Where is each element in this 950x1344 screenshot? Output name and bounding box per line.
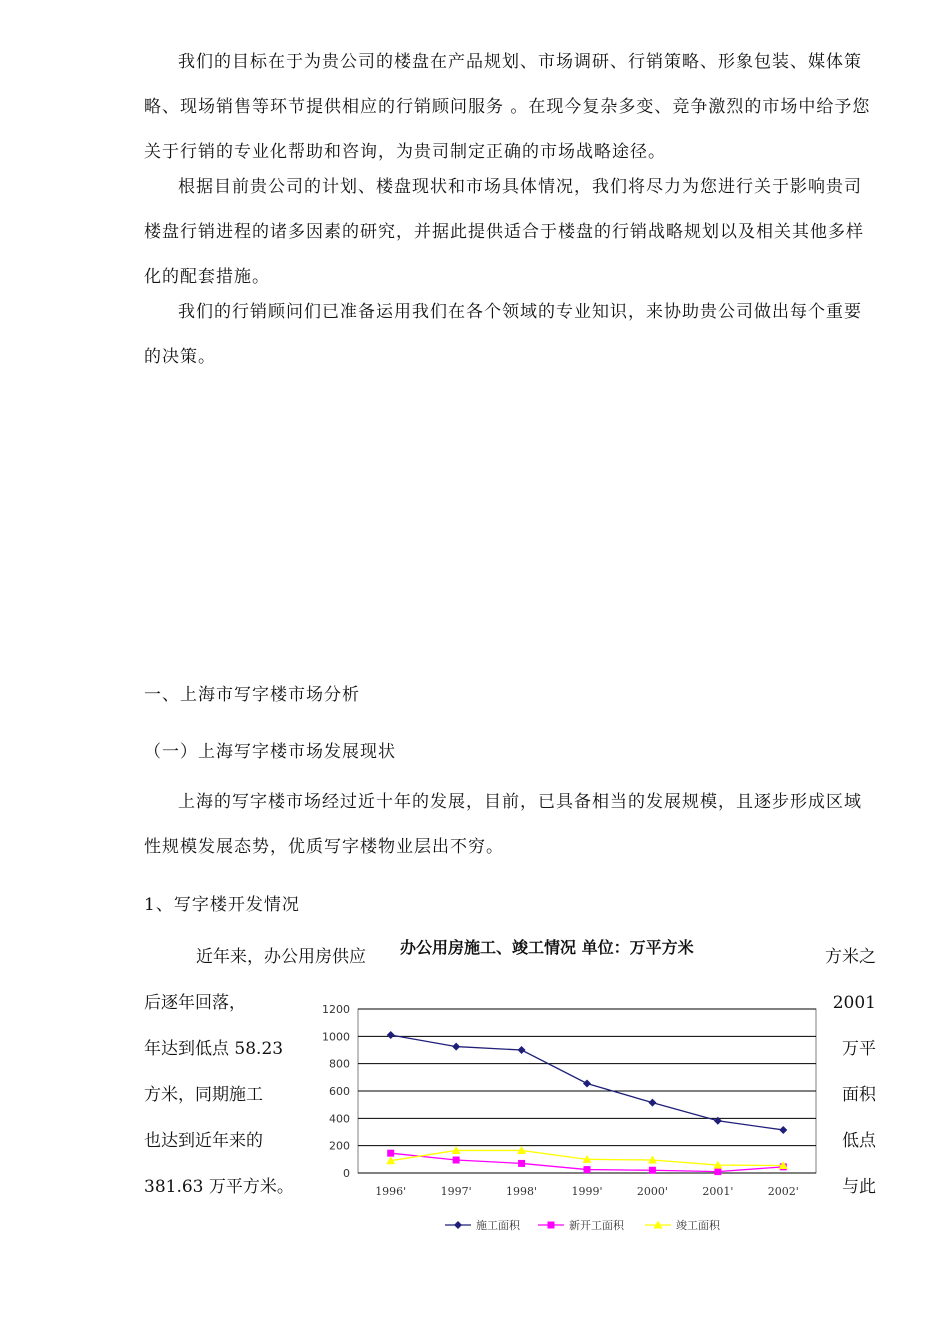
item-heading: 1、写字楼开发情况 (144, 895, 300, 915)
section-body: 上海的写字楼市场经过近十年的发展，目前，已具备相当的发展规模，且逐步形成区域性规模发展态势，优质写字楼物业层出不穷。 (144, 792, 862, 857)
intro-paragraph-3: 我们的行销顾问们已准备运用我们在各个领域的专业知识，来协助贵公司做出每个重要的决策。 (144, 302, 862, 367)
data-point (648, 1099, 656, 1107)
y-tick-label: 400 (329, 1112, 350, 1126)
data-point (453, 1157, 460, 1164)
data-point (387, 1150, 394, 1157)
section-heading: 一、上海市写字楼市场分析 (144, 685, 360, 705)
x-tick-label: 1999' (571, 1185, 603, 1198)
legend-label: 施工面积 (476, 1219, 520, 1232)
x-tick-label: 2001' (702, 1185, 734, 1198)
section-subheading: （一）上海写字楼市场发展现状 (144, 742, 396, 762)
x-tick-label: 1997' (440, 1185, 472, 1198)
data-point (779, 1126, 787, 1134)
x-tick-label: 1998' (506, 1185, 538, 1198)
wrap-right-line: 面积 (842, 1085, 876, 1105)
wrap-left-line: 381.63 万平方米。 (144, 1177, 294, 1197)
data-point (583, 1079, 591, 1087)
y-tick-label: 0 (343, 1167, 350, 1180)
intro-paragraph-2: 根据目前贵公司的计划、楼盘现状和市场具体情况，我们将尽力为您进行关于影响贵司楼盘行销进程的诸多因素的研究，并据此提供适合于楼盘的行销战略规划以及相关其他多样化的配套措施。 (144, 177, 864, 287)
wrap-left-line: 年达到低点 58.23 (144, 1039, 284, 1059)
y-tick-label: 1200 (322, 1003, 350, 1016)
data-point (584, 1166, 591, 1173)
data-point (649, 1167, 656, 1174)
y-tick-label: 800 (329, 1057, 350, 1071)
wrap-left-line: 方米，同期施工 (144, 1085, 263, 1105)
wrap-right-line: 方米之 (825, 947, 876, 967)
data-point (518, 1160, 525, 1167)
data-point (518, 1046, 526, 1054)
data-point (714, 1168, 721, 1175)
wrap-right-line: 与此 (842, 1177, 876, 1197)
legend-marker (548, 1222, 555, 1229)
wrap-left-line: 也达到近年来的 (144, 1131, 263, 1151)
legend-label: 竣工面积 (676, 1219, 720, 1232)
y-tick-label: 600 (329, 1085, 350, 1098)
y-tick-label: 1000 (322, 1030, 350, 1044)
wrap-right-line: 万平 (842, 1039, 876, 1059)
intro-paragraph-1: 我们的目标在于为贵公司的楼盘在产品规划、市场调研、行销策略、形象包装、媒体策略、现场销售等环节提供相应的行销顾问服务 。在现今复杂多变、竞争激烈的市场中给予您关于行销的专业化帮助和咨询，为贵司制定正确的市场战略途径。 (144, 52, 871, 162)
x-tick-label: 2000' (636, 1185, 668, 1198)
wrap-left-line: 近年来，办公用房供应 (196, 947, 366, 967)
line-chart (300, 995, 820, 1245)
legend-label: 新开工面积 (569, 1219, 624, 1232)
chart-title: 办公用房施工、竣工情况 单位：万平方米 (400, 938, 694, 957)
x-tick-label: 1996' (375, 1185, 407, 1198)
wrap-left-line: 后逐年回落， (144, 993, 246, 1013)
data-point (387, 1031, 395, 1039)
legend-marker (454, 1221, 462, 1229)
wrap-right-line: 2001 (832, 993, 876, 1013)
data-point (452, 1043, 460, 1051)
x-tick-label: 2002' (767, 1185, 799, 1198)
wrap-right-line: 低点 (842, 1131, 876, 1151)
y-tick-label: 200 (329, 1139, 350, 1153)
